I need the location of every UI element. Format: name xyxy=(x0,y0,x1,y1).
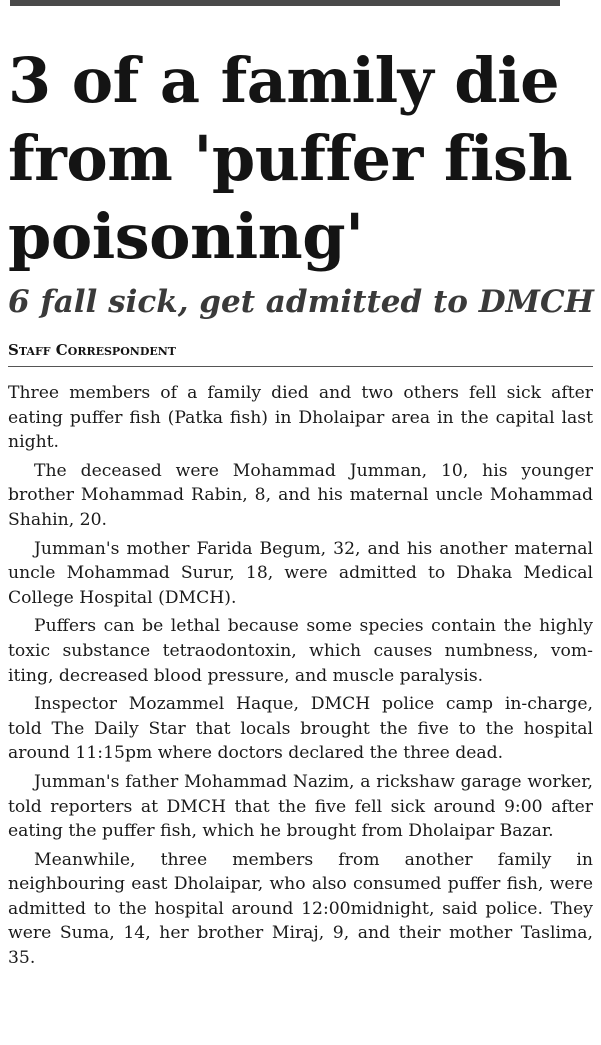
article-paragraph: Puffers can be lethal because some species contain the highly toxic substance tetraodontoxin, which causes numbness, vom-iting, decreased blood pressure, and muscle paralysis. xyxy=(8,616,593,686)
article-paragraph: Jumman's father Mohammad Nazim, a rickshaw garage worker, told reporters at DMCH that the five fell sick around 9:00 after eating the puffer fish, which he brought from Dholaipar Bazar. xyxy=(8,771,593,842)
article-body xyxy=(8,381,593,975)
headline: 3 of a family die from 'puffer fish poisoning' xyxy=(8,44,573,273)
article-paragraph: The deceased were Mohammad Jumman, 10, his younger brother Mohammad Rabin, 8, and his maternal uncle Mohammad Shahin, 20. xyxy=(8,460,593,530)
byline: Staff Correspondent xyxy=(8,341,176,359)
byline-divider xyxy=(8,366,593,367)
top-rule xyxy=(10,0,560,6)
article-paragraph: Jumman's mother Farida Begum, 32, and his another maternal uncle Mohammad Surur, 18, were admitted to Dhaka Medical College Hospital (DMCH). xyxy=(8,538,593,608)
article-paragraph: Three members of a family died and two others fell sick after eating puffer fish (Patka fish) in Dholaipar area in the capital last night. xyxy=(8,383,593,453)
article-paragraph: Inspector Mozammel Haque, DMCH police camp in-charge, told The Daily Star that locals brought the five to the hospital around 11:15pm where doctors declared the three dead. xyxy=(8,694,593,764)
article-paragraph: Meanwhile, three members from another family in neighbouring east Dholaipar, who also consumed puffer fish, were admitted to the hospital around 12:00midnight, said police. They were Suma, 14, her brother Miraj, 9, and their mother Taslima, 35. xyxy=(8,849,593,969)
subheadline: 6 fall sick, get admitted to DMCH xyxy=(8,284,594,320)
